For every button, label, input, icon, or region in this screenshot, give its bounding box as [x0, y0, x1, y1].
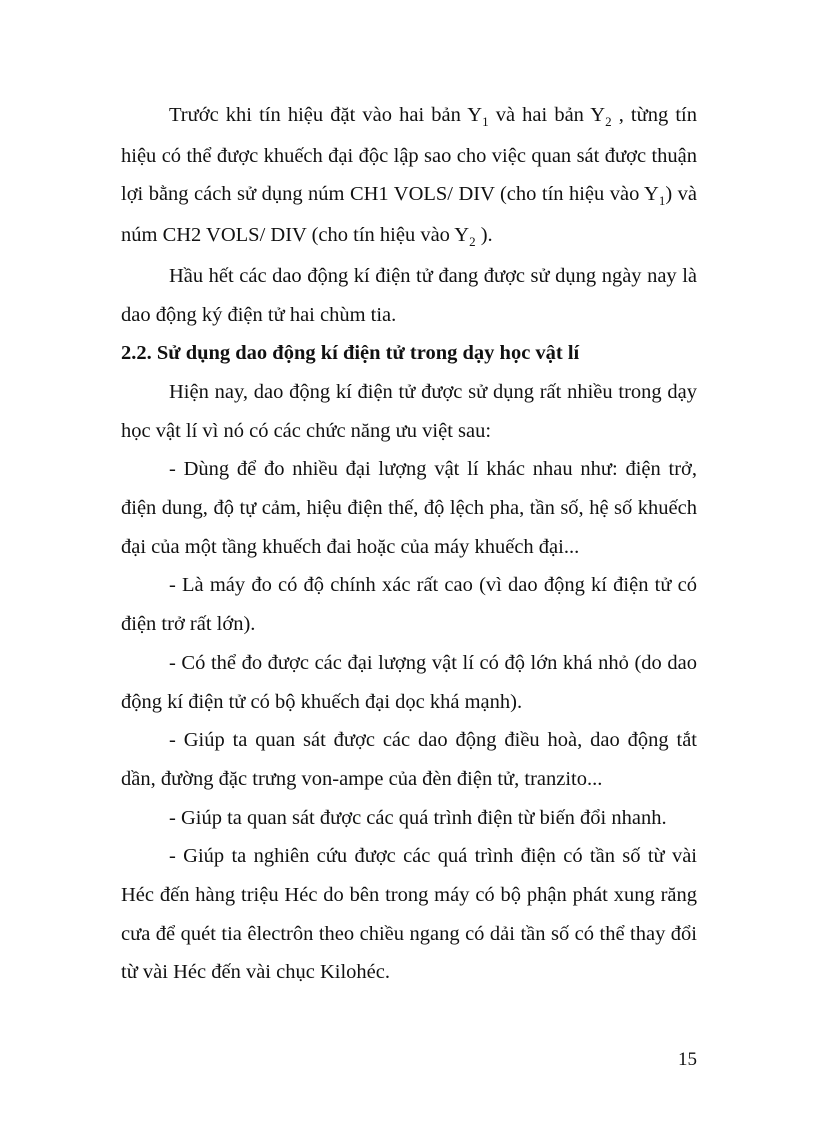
paragraph-usage-intro: Hiện nay, dao động kí điện tử được sử dụng rất nhiều trong dạy học vật lí vì nó có các chức năng ưu việt sau:: [121, 380, 697, 442]
paragraph-text: , từng tín hiệu có thể được khuếch đại độc lập sao cho việc quan sát được thuận lợi bằng cách sử dụng núm CH1 VOLS/ DIV (cho tín hiệu vào Y: [121, 104, 697, 206]
paragraph-text: và hai bản Y: [488, 104, 606, 126]
page-number: 15: [678, 1049, 697, 1070]
list-item-high-accuracy: - Là máy đo có độ chính xác rất cao (vì dao động kí điện tử có điện trở rất lớn).: [121, 574, 697, 636]
list-item-fast-processes: - Giúp ta quan sát được các quá trình điện từ biến đổi nhanh.: [169, 806, 667, 829]
subscript: 1: [658, 193, 666, 209]
paragraph-two-beam: Hầu hết các dao động kí điện tử đang được sử dụng ngày nay là dao động ký điện tử hai chùm tia.: [121, 264, 697, 326]
paragraph-text: Trước khi tín hiệu đặt vào hai bản Y: [169, 104, 483, 126]
list-item-frequency-range: - Giúp ta nghiên cứu được các quá trình điện có tần số từ vài Héc đến hàng triệu Héc do bên trong máy có bộ phận phát xung răng cưa để quét tia êlectrôn theo chiều ngang có dải tần số có thể thay đổi từ vài Héc đến vài chục Kilohéc.: [121, 845, 697, 984]
subscript: 1: [482, 114, 489, 129]
list-item-observe-oscillations: - Giúp ta quan sát được các dao động điều hoà, dao động tắt dần, đường đặc trưng von-ampe của đèn điện tử, tranzito...: [121, 729, 697, 790]
list-item-measure-quantities: - Dùng để đo nhiều đại lượng vật lí khác nhau như: điện trở, điện dung, độ tự cảm, hiệu điện thế, độ lệch pha, tần số, hệ số khuếch đại của một tầng khuếch đai hoặc của máy khuếch đại...: [121, 458, 697, 558]
subscript: 2: [469, 234, 476, 250]
paragraph-text: ) và núm CH2 VOLS/ DIV (cho tín hiệu vào Y: [121, 183, 697, 247]
subscript: 2: [605, 114, 612, 129]
section-heading: 2.2. Sử dụng dao động kí điện tử trong dạy học vật lí: [121, 342, 580, 365]
page-content: [121, 96, 697, 992]
paragraph-text: ).: [475, 224, 493, 247]
list-item-small-values: - Có thể đo được các đại lượng vật lí có độ lớn khá nhỏ (do dao động kí điện tử có bộ khuếch đại dọc khá mạnh).: [121, 651, 697, 713]
paragraph-signal-amplification: [121, 96, 697, 257]
